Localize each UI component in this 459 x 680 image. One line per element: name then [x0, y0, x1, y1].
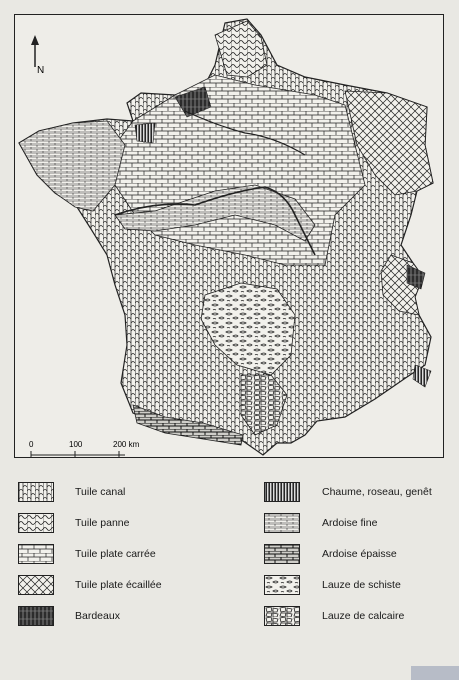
scale-tick-100: 100	[69, 440, 83, 449]
legend-label: Lauze de schiste	[322, 579, 401, 591]
zone-chaume-camargue	[413, 365, 431, 387]
swatch-chaume	[264, 482, 300, 502]
legend-label: Tuile panne	[75, 517, 130, 529]
swatch-tuile-panne	[18, 513, 54, 533]
swatch-tuile-canal	[18, 482, 54, 502]
corner-tab	[411, 666, 459, 680]
legend-label: Chaume, roseau, genêt	[322, 486, 432, 498]
swatch-lauze-calcaire	[264, 606, 300, 626]
legend-label: Tuile plate carrée	[75, 548, 156, 560]
legend-label: Lauze de calcaire	[322, 610, 405, 622]
legend-label: Bardeaux	[75, 610, 120, 622]
scale-tick-200: 200 km	[113, 440, 140, 449]
swatch-lauze-schiste	[264, 575, 300, 595]
north-label: N	[37, 65, 45, 76]
scale-bar	[31, 451, 125, 458]
swatch-tuile-plate-carree	[18, 544, 54, 564]
legend-label: Ardoise fine	[322, 517, 378, 529]
swatch-ardoise-epaisse	[264, 544, 300, 564]
legend-label: Tuile canal	[75, 486, 126, 498]
france-map	[15, 15, 444, 458]
swatch-tuile-plate-ecaillee	[18, 575, 54, 595]
zone-chaume-landes	[135, 123, 155, 143]
legend-label: Tuile plate écaillée	[75, 579, 162, 591]
scale-tick-0: 0	[29, 440, 34, 449]
swatch-ardoise-fine	[264, 513, 300, 533]
swatch-bardeaux	[18, 606, 54, 626]
map-frame	[14, 14, 444, 458]
legend-label: Ardoise épaisse	[322, 548, 397, 560]
legend	[14, 480, 444, 660]
north-arrow	[31, 35, 39, 67]
